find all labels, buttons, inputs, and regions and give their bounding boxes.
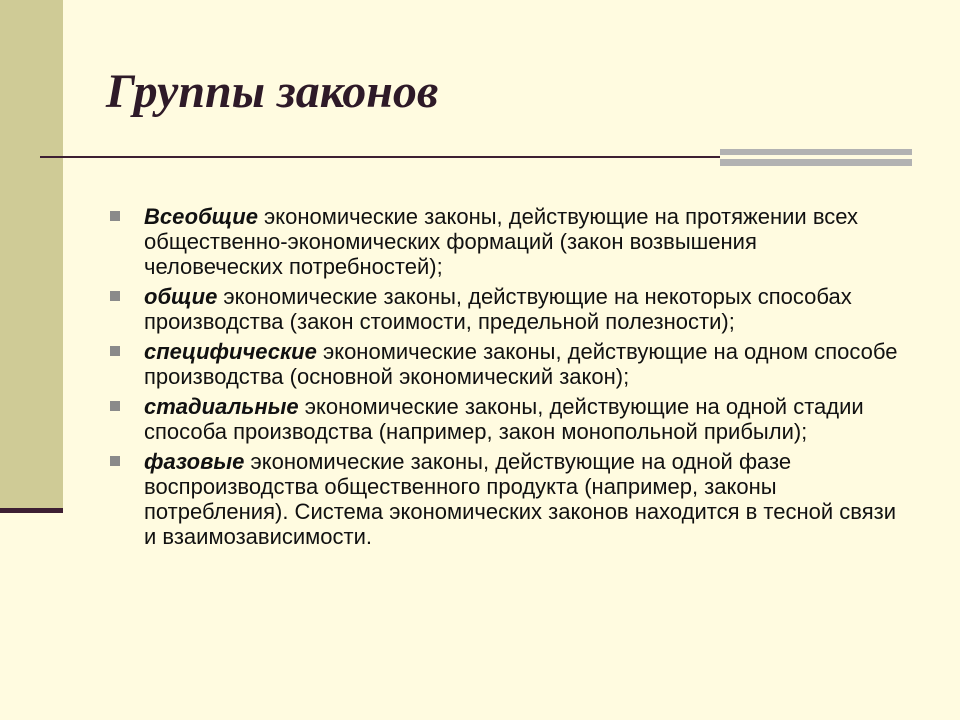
slide-title: Группы законов	[106, 65, 439, 118]
square-bullet-icon	[110, 456, 120, 466]
item-term: специфические	[144, 339, 317, 364]
list-item	[108, 284, 898, 334]
square-bullet-icon	[110, 401, 120, 411]
square-bullet-icon	[110, 291, 120, 301]
list-item	[108, 339, 898, 389]
item-term: общие	[144, 284, 218, 309]
item-text: экономические законы, действующие на некоторых способах производства (закон стоимости, предельной полезности);	[144, 284, 852, 334]
left-decor-line	[0, 508, 63, 513]
list-item	[108, 449, 898, 549]
item-text: экономические законы, действующие на одном способе производства (основной экономический закон);	[144, 339, 898, 389]
item-term: Всеобщие	[144, 204, 258, 229]
left-decor-band	[0, 0, 63, 510]
square-bullet-icon	[110, 211, 120, 221]
item-term: фазовые	[144, 449, 245, 474]
bullet-list	[108, 204, 898, 554]
title-accent-bar	[720, 149, 912, 166]
item-text: экономические законы, действующие на протяжении всех общественно-экономических формаций (закон возвышения человеческих потребностей);	[144, 204, 859, 279]
item-text: экономические законы, действующие на одной фазе воспроизводства общественного продукта (например, законы потребления). Система экономических законов находится в тесной связи и взаимозависимости.	[144, 449, 896, 549]
item-term: стадиальные	[144, 394, 299, 419]
square-bullet-icon	[110, 346, 120, 356]
item-text: экономические законы, действующие на одной стадии способа производства (например, закон монопольной прибыли);	[144, 394, 864, 444]
list-item	[108, 204, 898, 279]
list-item	[108, 394, 898, 444]
